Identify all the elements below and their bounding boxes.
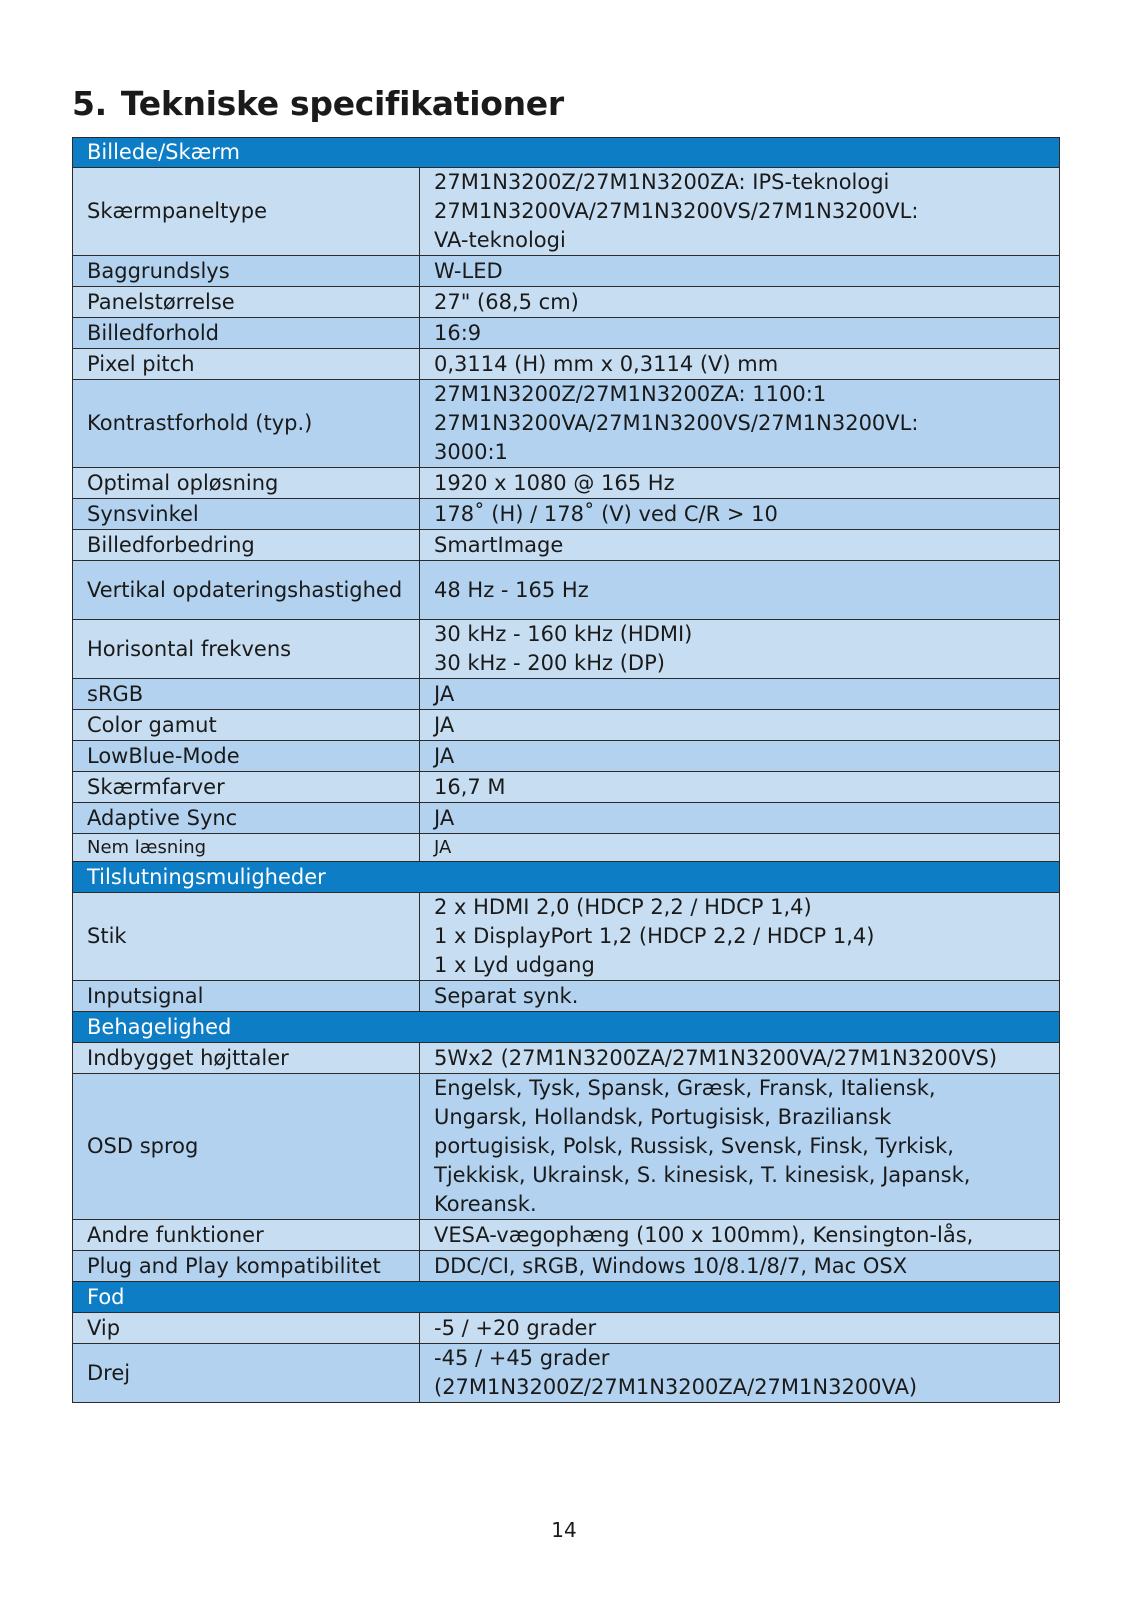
spec-label: Adaptive Sync <box>73 803 420 834</box>
spec-row-synsvinkel <box>73 499 1060 530</box>
section-header-row <box>73 138 1060 168</box>
spec-value <box>420 1313 1060 1344</box>
spec-row-lowblue-mode <box>73 741 1060 772</box>
spec-value-line: 48 Hz - 165 Hz <box>434 577 589 602</box>
spec-label: LowBlue-Mode <box>73 741 420 772</box>
spec-table-body <box>73 138 1060 1403</box>
spec-row-kontrastforhold-typ <box>73 380 1060 468</box>
spec-value <box>420 1220 1060 1251</box>
spec-value-line: 178˚ (H) / 178˚ (V) ved C/R > 10 <box>434 501 778 526</box>
spec-row-osd-sprog <box>73 1074 1060 1220</box>
spec-value-line: Engelsk, Tysk, Spansk, Græsk, Fransk, Italiensk, <box>434 1076 936 1100</box>
title-text: Tekniske specifikationer <box>120 84 564 123</box>
spec-row-srgb <box>73 679 1060 710</box>
spec-value-line: 0,3114 (H) mm x 0,3114 (V) mm <box>434 351 779 376</box>
spec-label: sRGB <box>73 679 420 710</box>
page-title <box>72 84 564 123</box>
spec-value-line: 27M1N3200Z/27M1N3200ZA: 1100:1 <box>434 382 827 406</box>
spec-row-vip <box>73 1313 1060 1344</box>
spec-value <box>420 893 1060 981</box>
spec-value-line: JA <box>434 681 455 706</box>
section-header: Tilslutningsmuligheder <box>73 862 1060 893</box>
spec-label: Pixel pitch <box>73 349 420 380</box>
spec-label: Skærmpaneltype <box>73 168 420 256</box>
spec-table <box>72 137 1060 1403</box>
spec-label: Synsvinkel <box>73 499 420 530</box>
spec-row-inputsignal <box>73 981 1060 1012</box>
spec-label: Horisontal frekvens <box>73 620 420 679</box>
spec-value-line: JA <box>434 836 452 858</box>
spec-row-nem-laesning <box>73 834 1060 862</box>
spec-label: Optimal opløsning <box>73 468 420 499</box>
spec-label: Plug and Play kompatibilitet <box>73 1251 420 1282</box>
spec-value <box>420 468 1060 499</box>
spec-value <box>420 530 1060 561</box>
section-header-row <box>73 1282 1060 1313</box>
spec-label: Panelstørrelse <box>73 287 420 318</box>
spec-value-line: 30 kHz - 200 kHz (DP) <box>434 651 665 675</box>
spec-row-optimal-oplosning <box>73 468 1060 499</box>
page-number: 14 <box>551 1518 577 1542</box>
spec-value <box>420 499 1060 530</box>
spec-value <box>420 1344 1060 1403</box>
spec-label: Billedforhold <box>73 318 420 349</box>
spec-value-line: -5 / +20 grader <box>434 1315 597 1340</box>
spec-label: Inputsignal <box>73 981 420 1012</box>
spec-value <box>420 741 1060 772</box>
spec-value <box>420 168 1060 256</box>
spec-value-line: 1920 x 1080 @ 165 Hz <box>434 470 675 495</box>
spec-value <box>420 679 1060 710</box>
spec-value <box>420 1251 1060 1282</box>
spec-value <box>420 834 1060 862</box>
spec-row-skaermfarver <box>73 772 1060 803</box>
spec-label: Indbygget højttaler <box>73 1043 420 1074</box>
spec-row-pixel-pitch <box>73 349 1060 380</box>
spec-value-line: 27" (68,5 cm) <box>434 289 579 314</box>
spec-value-line: 1 x Lyd udgang <box>434 953 595 977</box>
spec-label: Baggrundslys <box>73 256 420 287</box>
spec-value <box>420 620 1060 679</box>
spec-value <box>420 772 1060 803</box>
spec-value-line: 1 x DisplayPort 1,2 (HDCP 2,2 / HDCP 1,4) <box>434 924 875 948</box>
spec-value <box>420 318 1060 349</box>
spec-row-billedforhold <box>73 318 1060 349</box>
spec-value-line: portugisisk, Polsk, Russisk, Svensk, Finsk, Tyrkisk, <box>434 1134 954 1158</box>
spec-value-line: VA-teknologi <box>434 228 566 252</box>
spec-label: Color gamut <box>73 710 420 741</box>
spec-row-baggrundslys <box>73 256 1060 287</box>
spec-label: Skærmfarver <box>73 772 420 803</box>
spec-value-line: 2 x HDMI 2,0 (HDCP 2,2 / HDCP 1,4) <box>434 895 812 919</box>
spec-value-line: 5Wx2 (27M1N3200ZA/27M1N3200VA/27M1N3200VS) <box>434 1045 998 1070</box>
spec-row-stik <box>73 893 1060 981</box>
spec-value <box>420 349 1060 380</box>
spec-value-line: W-LED <box>434 258 503 283</box>
spec-row-adaptive-sync <box>73 803 1060 834</box>
section-header: Billede/Skærm <box>73 138 1060 168</box>
spec-value <box>420 256 1060 287</box>
spec-value <box>420 981 1060 1012</box>
spec-value-line: 16,7 M <box>434 774 506 799</box>
spec-value-line: (27M1N3200Z/27M1N3200ZA/27M1N3200VA) <box>434 1375 918 1399</box>
spec-value-line: 27M1N3200VA/27M1N3200VS/27M1N3200VL: <box>434 411 919 435</box>
spec-row-andre-funktioner <box>73 1220 1060 1251</box>
spec-value <box>420 287 1060 318</box>
spec-value <box>420 561 1060 620</box>
section-number: 5. <box>72 84 107 123</box>
spec-value-line: 16:9 <box>434 320 482 345</box>
spec-label: Billedforbedring <box>73 530 420 561</box>
section-header: Fod <box>73 1282 1060 1313</box>
spec-row-horisontal-frekvens <box>73 620 1060 679</box>
spec-row-panelstorrelse <box>73 287 1060 318</box>
spec-value <box>420 1043 1060 1074</box>
spec-label: Vertikal opdateringshastighed <box>73 561 420 620</box>
spec-value <box>420 1074 1060 1220</box>
spec-label: Nem læsning <box>73 834 420 862</box>
section-header-row <box>73 862 1060 893</box>
spec-value-line: 27M1N3200Z/27M1N3200ZA: IPS-teknologi <box>434 170 890 194</box>
spec-value-line: 27M1N3200VA/27M1N3200VS/27M1N3200VL: <box>434 199 919 223</box>
spec-value-line: JA <box>434 805 455 830</box>
spec-label: OSD sprog <box>73 1074 420 1220</box>
spec-value-line: Ungarsk, Hollandsk, Portugisisk, Braziliansk <box>434 1105 892 1129</box>
spec-value-line: VESA-vægophæng (100 x 100mm), Kensington-lås, <box>434 1222 974 1247</box>
spec-value-line: 30 kHz - 160 kHz (HDMI) <box>434 622 693 646</box>
spec-label: Vip <box>73 1313 420 1344</box>
spec-label: Andre funktioner <box>73 1220 420 1251</box>
spec-value-line: Koreansk. <box>434 1192 537 1216</box>
spec-value-line: -45 / +45 grader <box>434 1346 610 1370</box>
spec-row-plug-and-play-kompatibilitet <box>73 1251 1060 1282</box>
section-header-row <box>73 1012 1060 1043</box>
spec-label: Stik <box>73 893 420 981</box>
spec-row-vertikal-opdateringshastighed <box>73 561 1060 620</box>
spec-value-line: JA <box>434 712 455 737</box>
spec-value-line: JA <box>434 743 455 768</box>
spec-row-billedforbedring <box>73 530 1060 561</box>
spec-row-skaermpaneltype <box>73 168 1060 256</box>
spec-label: Kontrastforhold (typ.) <box>73 380 420 468</box>
spec-value <box>420 710 1060 741</box>
spec-row-indbygget-hojttaler <box>73 1043 1060 1074</box>
spec-value <box>420 803 1060 834</box>
spec-value-line: 3000:1 <box>434 440 508 464</box>
spec-value-line: DDC/CI, sRGB, Windows 10/8.1/8/7, Mac OSX <box>434 1253 908 1278</box>
spec-row-drej <box>73 1344 1060 1403</box>
spec-value-line: SmartImage <box>434 532 564 557</box>
spec-label: Drej <box>73 1344 420 1403</box>
spec-value-line: Tjekkisk, Ukrainsk, S. kinesisk, T. kinesisk, Japansk, <box>434 1163 971 1187</box>
spec-value-line: Separat synk. <box>434 983 579 1008</box>
section-header: Behagelighed <box>73 1012 1060 1043</box>
spec-value <box>420 380 1060 468</box>
spec-row-color-gamut <box>73 710 1060 741</box>
